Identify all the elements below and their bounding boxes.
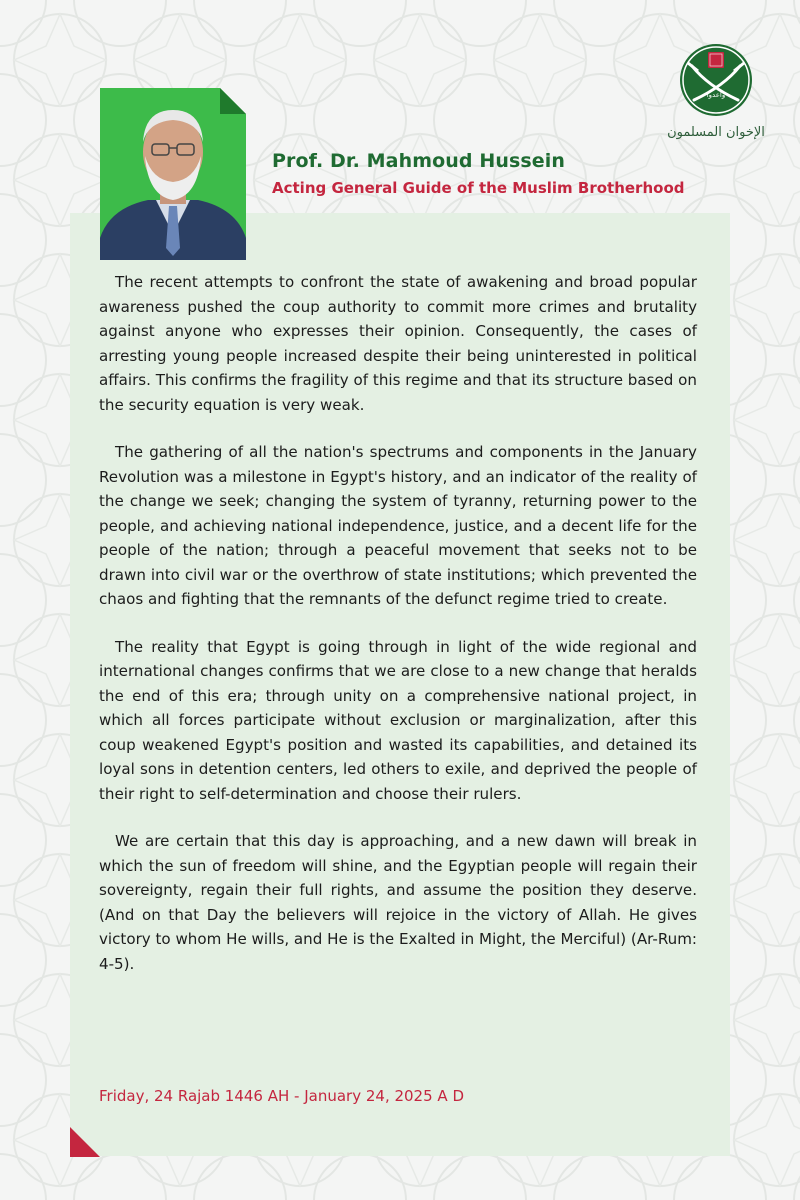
emblem-caption: الإخوان المسلمون: [668, 125, 764, 140]
corner-triangle-decoration: [70, 1127, 100, 1157]
paragraph-2: The gathering of all the nation's spectrums and components in the January Revolution was a milestone in Egypt's history, and an indicator of the reality of the change we seek; changing the system of tyranny, returning power to the people, and achieving national independence, justice, and a decent life for the people of the nation; through a peaceful movement that seeks not to be drawn into civil war or the overthrow of state institutions; which prevented the chaos and fighting that the remnants of the defunct regime tried to create.: [99, 443, 697, 608]
paragraph-4: We are certain that this day is approaching, and a new dawn will break in which the sun of freedom will shine, and the Egyptian people will regain their sovereignty, regain their full rights, and assume the position they deserve. (And on that Day the believers will rejoice in the victory of Allah. He gives victory to whom He wills, and He is the Exalted in Might, the Merciful) (Ar-Rum: 4-5).: [99, 832, 697, 973]
portrait-photo: [100, 88, 246, 260]
paragraph-3: The reality that Egypt is going through in light of the wide regional and international changes confirms that we are close to a new change that heralds the end of this era; through unity on a comprehensive national project, in which all forces participate without exclusion or marginalization, after this coup weakened Egypt's position and wasted its capabilities, and detained its loyal sons in detention centers, led others to exile, and deprived the people of their right to self-determination and choose their rulers.: [99, 637, 697, 803]
emblem-icon: [668, 38, 764, 150]
emblem-logo: [668, 38, 764, 150]
publication-date: Friday, 24 Rajab 1446 AH - January 24, 2025 A D: [99, 1087, 464, 1105]
paragraph-1: The recent attempts to confront the state of awakening and broad popular awareness pushed the coup authority to commit more crimes and brutality against anyone who expresses their opinion. Consequently, the cases of arresting young people increased despite their being uninterested in political affairs. This confirms the fragility of this regime and that its structure based on the security equation is very weak.: [99, 273, 697, 414]
author-role: Acting General Guide of the Muslim Brotherhood: [272, 179, 685, 197]
svg-text:وأعدوا: وأعدوا: [706, 91, 726, 99]
author-name: Prof. Dr. Mahmoud Hussein: [272, 150, 565, 172]
statement-body: [99, 270, 697, 999]
